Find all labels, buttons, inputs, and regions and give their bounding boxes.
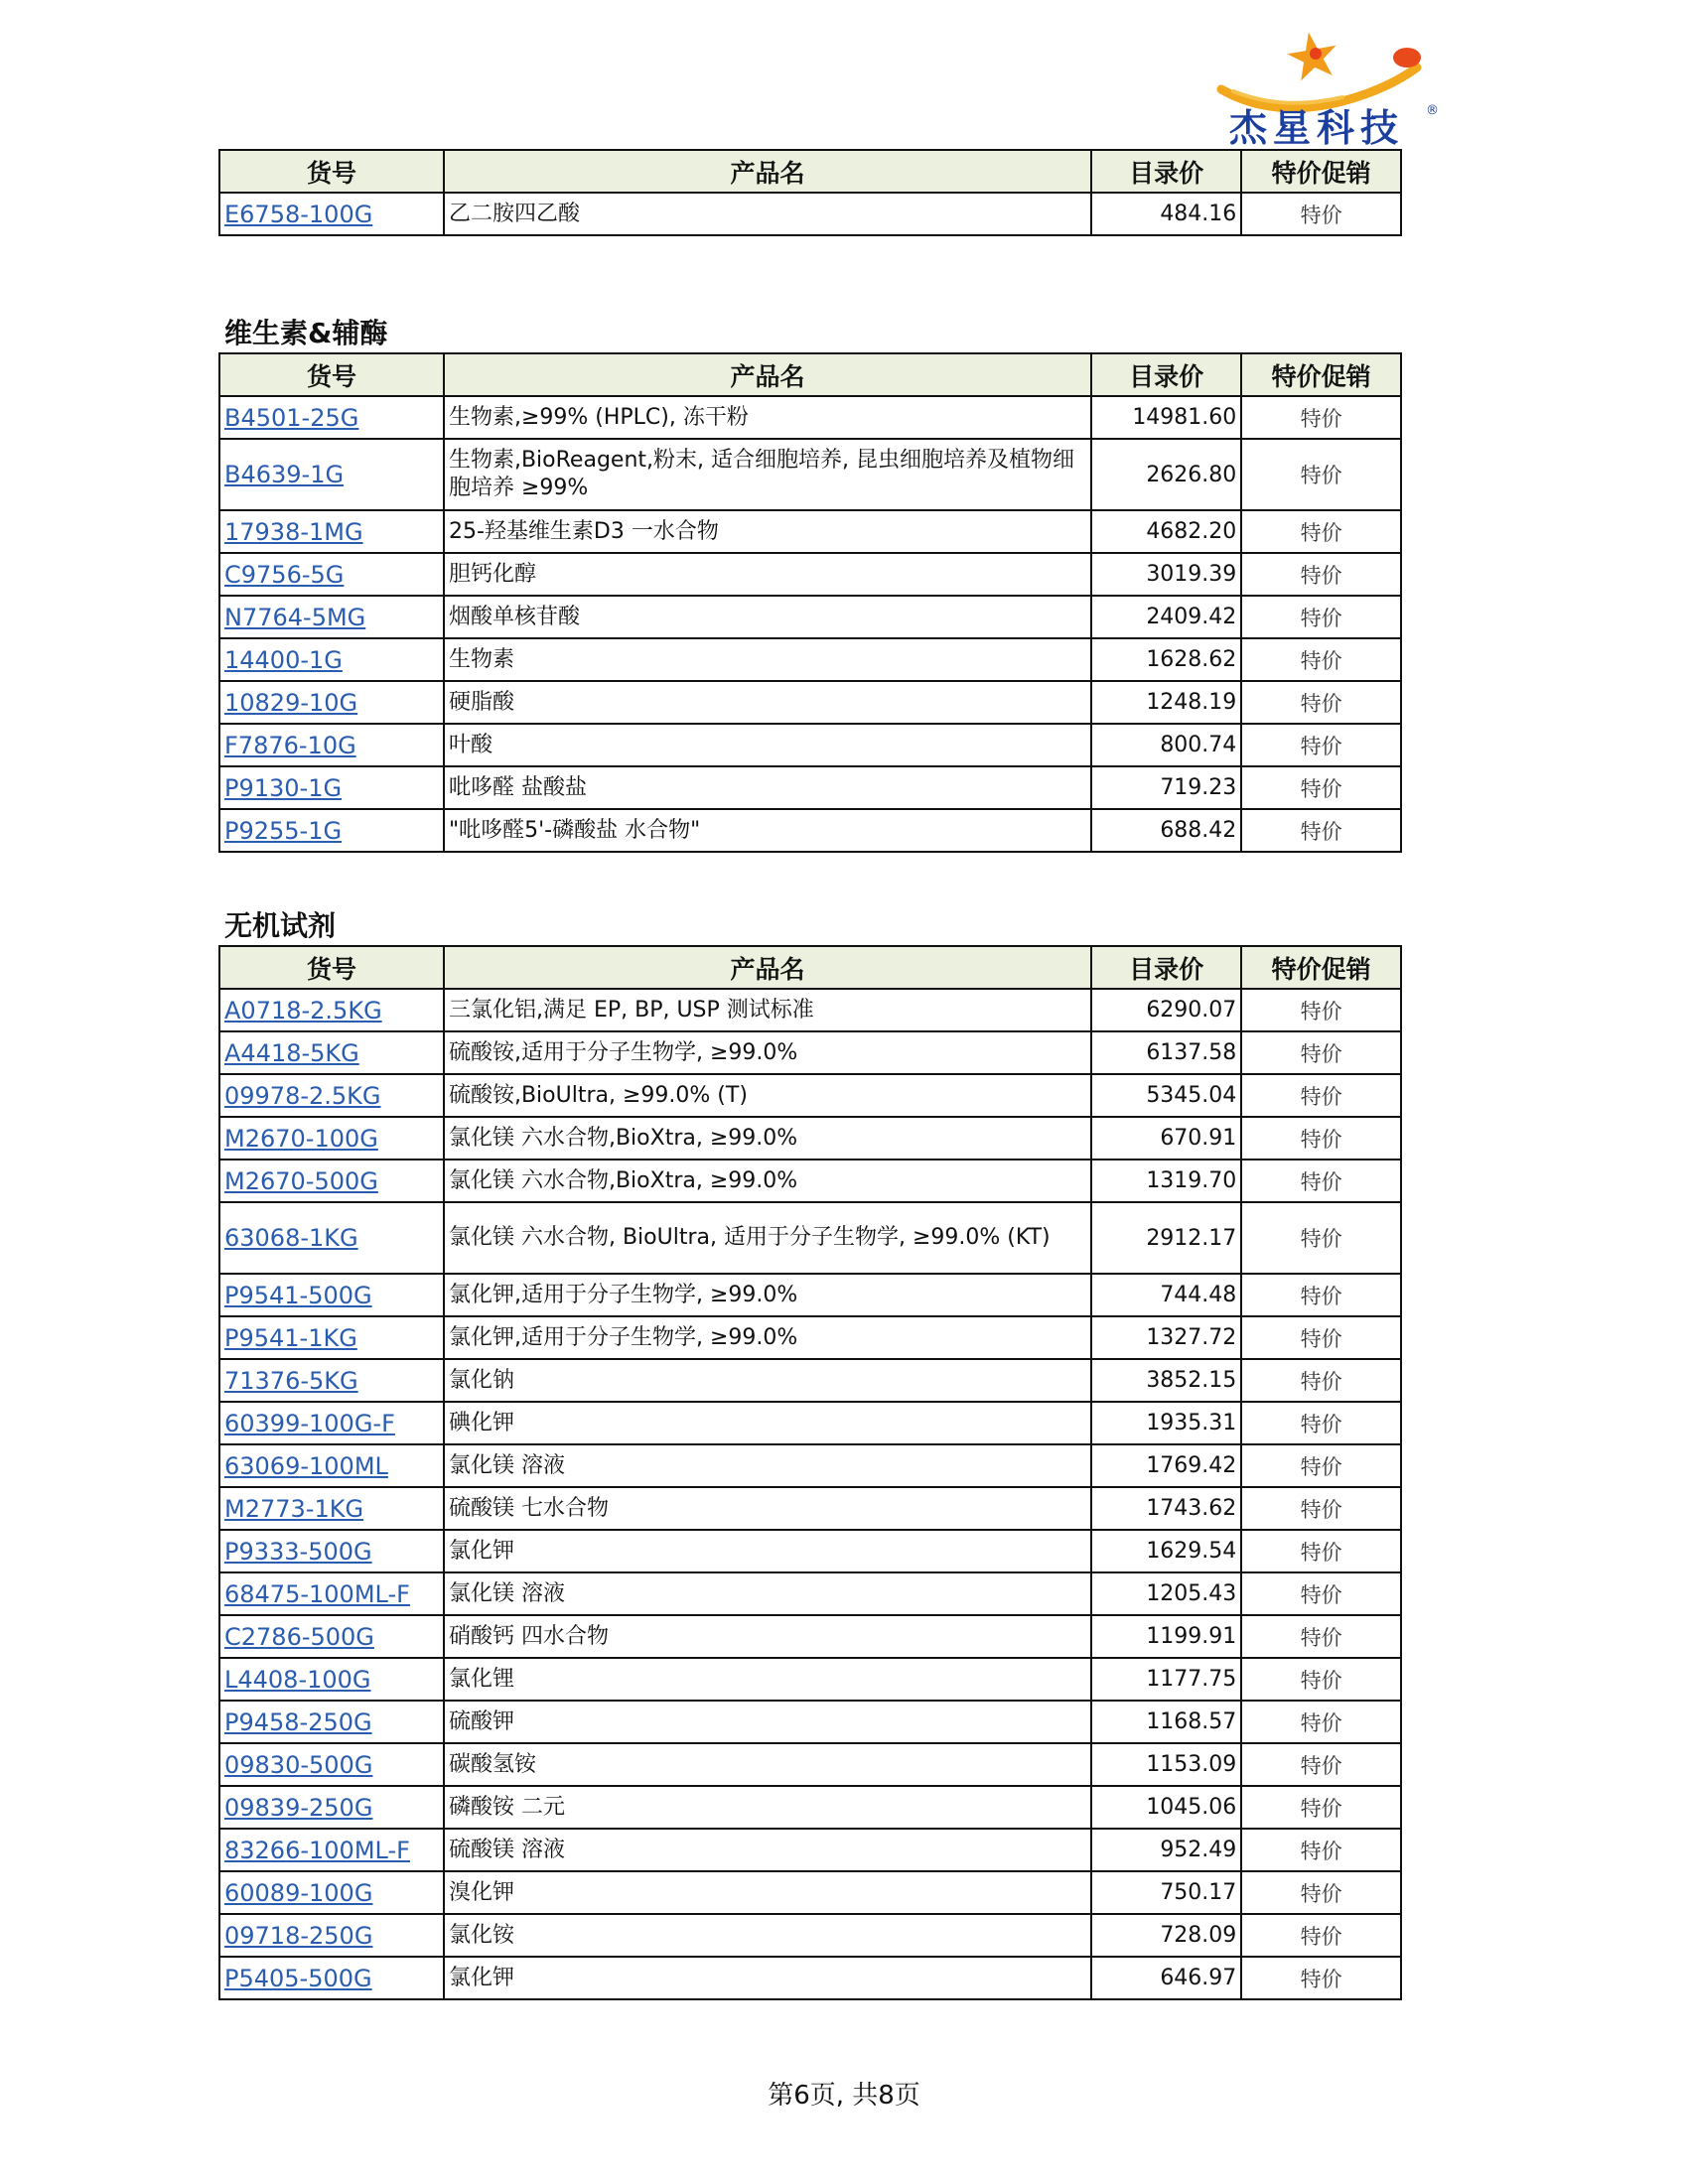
section-title-vitamins: 维生素&辅酶 — [224, 317, 388, 349]
promo-label: 特价 — [1241, 1487, 1401, 1530]
product-code-link[interactable]: 09830-500G — [224, 1750, 373, 1779]
catalog-price: 1045.06 — [1091, 1786, 1241, 1829]
promo-label: 特价 — [1241, 724, 1401, 766]
table-row — [219, 1117, 1401, 1160]
product-code-link[interactable]: 63069-100ML — [224, 1451, 388, 1480]
promo-label: 特价 — [1241, 766, 1401, 809]
table-row — [219, 510, 1401, 553]
product-name: 氯化锂 — [444, 1658, 1091, 1701]
catalog-price: 1935.31 — [1091, 1402, 1241, 1444]
product-code-cell — [219, 1117, 444, 1160]
catalog-price: 3852.15 — [1091, 1359, 1241, 1402]
product-name: 氯化钾,适用于分子生物学, ≥99.0% — [444, 1274, 1091, 1316]
product-name: 磷酸铵 二元 — [444, 1786, 1091, 1829]
catalog-price: 1319.70 — [1091, 1160, 1241, 1202]
product-code-link[interactable]: B4639-1G — [224, 461, 345, 488]
catalog-price: 1629.54 — [1091, 1530, 1241, 1572]
promo-label: 特价 — [1241, 1160, 1401, 1202]
product-code-cell — [219, 510, 444, 553]
product-code-link[interactable]: P9255-1G — [224, 816, 343, 845]
product-code-cell — [219, 1031, 444, 1074]
product-name: 氯化镁 六水合物, BioUltra, 适用于分子生物学, ≥99.0% (KT) — [444, 1202, 1091, 1274]
promo-label: 特价 — [1241, 809, 1401, 852]
product-name: 叶酸 — [444, 724, 1091, 766]
product-code-link[interactable]: L4408-100G — [224, 1665, 371, 1694]
catalog-price: 646.97 — [1091, 1957, 1241, 1999]
col-header-promo: 特价促销 — [1241, 353, 1401, 396]
brand-name: 杰星科技 — [1229, 106, 1405, 150]
product-name: 氯化钠 — [444, 1359, 1091, 1402]
product-name: 氯化镁 六水合物,BioXtra, ≥99.0% — [444, 1117, 1091, 1160]
col-header-price: 目录价 — [1091, 150, 1241, 193]
table-row — [219, 724, 1401, 766]
table-row — [219, 1572, 1401, 1615]
product-code-cell — [219, 1359, 444, 1402]
promo-label: 特价 — [1241, 681, 1401, 724]
promo-label: 特价 — [1241, 1957, 1401, 1999]
table-header-row — [219, 353, 1401, 396]
col-header-name: 产品名 — [444, 353, 1091, 396]
promo-label: 特价 — [1241, 1530, 1401, 1572]
product-code-cell — [219, 1202, 444, 1274]
product-code-link[interactable]: 09839-250G — [224, 1793, 373, 1822]
product-code-cell — [219, 989, 444, 1031]
product-name: 生物素 — [444, 638, 1091, 681]
product-name: 氯化钾,适用于分子生物学, ≥99.0% — [444, 1316, 1091, 1359]
product-name: 氯化镁 溶液 — [444, 1572, 1091, 1615]
promo-label: 特价 — [1241, 1274, 1401, 1316]
table-row — [219, 1359, 1401, 1402]
product-name: 胆钙化醇 — [444, 553, 1091, 596]
col-header-promo: 特价促销 — [1241, 150, 1401, 193]
catalog-price: 1177.75 — [1091, 1658, 1241, 1701]
product-name: 硫酸铵,BioUltra, ≥99.0% (T) — [444, 1074, 1091, 1117]
product-code-cell — [219, 1871, 444, 1914]
promo-label: 特价 — [1241, 1914, 1401, 1957]
catalog-price: 484.16 — [1091, 193, 1241, 235]
product-code-link[interactable]: P9541-500G — [224, 1281, 372, 1309]
product-code-cell — [219, 681, 444, 724]
catalog-price: 750.17 — [1091, 1871, 1241, 1914]
table-row — [219, 1957, 1401, 1999]
product-code-cell — [219, 553, 444, 596]
table-row — [219, 1402, 1401, 1444]
product-name: 烟酸单核苷酸 — [444, 596, 1091, 638]
product-code-cell — [219, 596, 444, 638]
product-code-link[interactable]: 09978-2.5KG — [224, 1081, 381, 1110]
product-code-link[interactable]: C2786-500G — [224, 1622, 374, 1651]
table-row — [219, 439, 1401, 510]
promo-label: 特价 — [1241, 553, 1401, 596]
product-code-link[interactable]: F7876-10G — [224, 731, 356, 759]
product-code-link[interactable]: P9458-250G — [224, 1707, 372, 1736]
product-code-cell — [219, 1743, 444, 1786]
product-code-link[interactable]: P9541-1KG — [224, 1323, 357, 1352]
product-code-link[interactable]: E6758-100G — [224, 200, 373, 228]
product-code-link[interactable]: N7764-5MG — [224, 603, 366, 631]
product-code-cell — [219, 724, 444, 766]
product-code-link[interactable]: M2670-100G — [224, 1124, 378, 1153]
promo-label: 特价 — [1241, 1202, 1401, 1274]
promo-label: 特价 — [1241, 1444, 1401, 1487]
catalog-price: 3019.39 — [1091, 553, 1241, 596]
table-row — [219, 1274, 1401, 1316]
product-name: 硫酸镁 溶液 — [444, 1829, 1091, 1871]
promo-label: 特价 — [1241, 596, 1401, 638]
promo-label: 特价 — [1241, 1658, 1401, 1701]
product-code-cell — [219, 1786, 444, 1829]
product-name: 乙二胺四乙酸 — [444, 193, 1091, 235]
product-code-cell — [219, 1530, 444, 1572]
product-code-cell — [219, 1572, 444, 1615]
catalog-price: 2626.80 — [1091, 439, 1241, 510]
product-code-link[interactable]: 10829-10G — [224, 688, 358, 717]
product-code-link[interactable]: C9756-5G — [224, 560, 345, 589]
section-title-inorganic: 无机试剂 — [224, 909, 337, 942]
product-code-link[interactable]: P9130-1G — [224, 773, 343, 802]
catalog-price: 728.09 — [1091, 1914, 1241, 1957]
product-name: 碘化钾 — [444, 1402, 1091, 1444]
table-row — [219, 1658, 1401, 1701]
product-code-link[interactable]: B4501-25G — [224, 403, 359, 432]
table-row — [219, 1786, 1401, 1829]
catalog-price: 5345.04 — [1091, 1074, 1241, 1117]
table-row — [219, 1701, 1401, 1743]
table-row — [219, 766, 1401, 809]
product-name: 硫酸钾 — [444, 1701, 1091, 1743]
product-name: 三氯化铝,满足 EP, BP, USP 测试标准 — [444, 989, 1091, 1031]
product-name: 溴化钾 — [444, 1871, 1091, 1914]
product-code-link[interactable]: 60089-100G — [224, 1878, 373, 1907]
catalog-price: 6290.07 — [1091, 989, 1241, 1031]
catalog-price: 1153.09 — [1091, 1743, 1241, 1786]
product-code-cell — [219, 396, 444, 439]
promo-label: 特价 — [1241, 1701, 1401, 1743]
catalog-price: 6137.58 — [1091, 1031, 1241, 1074]
table-row — [219, 396, 1401, 439]
product-code-link[interactable]: M2670-500G — [224, 1166, 378, 1195]
promo-label: 特价 — [1241, 1402, 1401, 1444]
catalog-price: 1743.62 — [1091, 1487, 1241, 1530]
product-code-link[interactable]: P9333-500G — [224, 1537, 372, 1566]
promo-label: 特价 — [1241, 1572, 1401, 1615]
catalog-price: 1327.72 — [1091, 1316, 1241, 1359]
product-name: 氯化铵 — [444, 1914, 1091, 1957]
catalog-price: 2409.42 — [1091, 596, 1241, 638]
table-row — [219, 809, 1401, 852]
product-code-cell — [219, 1402, 444, 1444]
table-row — [219, 1615, 1401, 1658]
product-code-link[interactable]: M2773-1KG — [224, 1494, 364, 1523]
promo-label: 特价 — [1241, 1743, 1401, 1786]
product-name: 吡哆醛 盐酸盐 — [444, 766, 1091, 809]
col-header-code: 货号 — [219, 353, 444, 396]
table-row — [219, 1316, 1401, 1359]
promo-label: 特价 — [1241, 1615, 1401, 1658]
catalog-price: 1205.43 — [1091, 1572, 1241, 1615]
table-row — [219, 1487, 1401, 1530]
product-code-cell — [219, 1615, 444, 1658]
catalog-price: 2912.17 — [1091, 1202, 1241, 1274]
product-code-cell — [219, 1074, 444, 1117]
product-code-link[interactable]: P5405-500G — [224, 1964, 372, 1992]
product-code-cell — [219, 193, 444, 235]
product-name: 硬脂酸 — [444, 681, 1091, 724]
promo-label: 特价 — [1241, 396, 1401, 439]
table-row — [219, 989, 1401, 1031]
product-table-inorganic — [218, 945, 1402, 2000]
catalog-price: 744.48 — [1091, 1274, 1241, 1316]
catalog-price: 952.49 — [1091, 1829, 1241, 1871]
promo-label: 特价 — [1241, 1074, 1401, 1117]
product-code-cell — [219, 766, 444, 809]
col-header-promo: 特价促销 — [1241, 946, 1401, 989]
product-code-cell — [219, 1701, 444, 1743]
product-code-cell — [219, 638, 444, 681]
promo-label: 特价 — [1241, 638, 1401, 681]
product-name: 硫酸镁 七水合物 — [444, 1487, 1091, 1530]
table-row — [219, 596, 1401, 638]
product-code-cell — [219, 439, 444, 510]
product-table-edta — [218, 149, 1402, 236]
promo-label: 特价 — [1241, 1786, 1401, 1829]
promo-label: 特价 — [1241, 510, 1401, 553]
product-code-cell — [219, 1160, 444, 1202]
product-code-cell — [219, 1829, 444, 1871]
product-code-link[interactable]: A4418-5KG — [224, 1038, 359, 1067]
catalog-price: 670.91 — [1091, 1117, 1241, 1160]
table-row — [219, 638, 1401, 681]
promo-label: 特价 — [1241, 193, 1401, 235]
table-header-row — [219, 946, 1401, 989]
table-row — [219, 1871, 1401, 1914]
product-name: 25-羟基维生素D3 一水合物 — [444, 510, 1091, 553]
col-header-code: 货号 — [219, 150, 444, 193]
product-code-link[interactable]: 14400-1G — [224, 645, 343, 674]
product-code-cell — [219, 1274, 444, 1316]
product-name: 生物素,≥99% (HPLC), 冻干粉 — [444, 396, 1091, 439]
product-code-cell — [219, 1957, 444, 1999]
table-row — [219, 1743, 1401, 1786]
product-code-link[interactable]: A0718-2.5KG — [224, 996, 382, 1024]
product-name: 氯化镁 六水合物,BioXtra, ≥99.0% — [444, 1160, 1091, 1202]
product-code-cell — [219, 1914, 444, 1957]
product-name: 氯化镁 溶液 — [444, 1444, 1091, 1487]
col-header-name: 产品名 — [444, 946, 1091, 989]
table-row — [219, 1074, 1401, 1117]
brand-reg-mark: ® — [1426, 103, 1439, 118]
product-name: 氯化钾 — [444, 1957, 1091, 1999]
col-header-price: 目录价 — [1091, 946, 1241, 989]
product-code-link[interactable]: 17938-1MG — [224, 517, 363, 546]
table-row — [219, 193, 1401, 235]
product-code-cell — [219, 809, 444, 852]
catalog-price: 688.42 — [1091, 809, 1241, 852]
product-name: 生物素,BioReagent,粉末, 适合细胞培养, 昆虫细胞培养及植物细胞培养 ≥99% — [444, 439, 1091, 510]
col-header-name: 产品名 — [444, 150, 1091, 193]
table-header-row — [219, 150, 1401, 193]
table-row — [219, 1160, 1401, 1202]
catalog-price: 4682.20 — [1091, 510, 1241, 553]
catalog-price: 719.23 — [1091, 766, 1241, 809]
product-table-vitamins — [218, 352, 1402, 853]
product-name: 氯化钾 — [444, 1530, 1091, 1572]
promo-label: 特价 — [1241, 439, 1401, 510]
catalog-price: 14981.60 — [1091, 396, 1241, 439]
catalog-price: 800.74 — [1091, 724, 1241, 766]
table-row — [219, 1202, 1401, 1274]
promo-label: 特价 — [1241, 1871, 1401, 1914]
catalog-price: 1248.19 — [1091, 681, 1241, 724]
table-row — [219, 553, 1401, 596]
table-row — [219, 1914, 1401, 1957]
product-code-link[interactable]: 63068-1KG — [224, 1224, 358, 1252]
product-code-link[interactable]: 68475-100ML-F — [224, 1579, 410, 1608]
product-code-link[interactable]: 83266-100ML-F — [224, 1836, 410, 1864]
col-header-price: 目录价 — [1091, 353, 1241, 396]
product-code-link[interactable]: 09718-250G — [224, 1921, 373, 1950]
product-name: 硫酸铵,适用于分子生物学, ≥99.0% — [444, 1031, 1091, 1074]
product-name: "吡哆醛5'-磷酸盐 水合物" — [444, 809, 1091, 852]
product-code-cell — [219, 1316, 444, 1359]
table-row — [219, 1444, 1401, 1487]
table-row — [219, 681, 1401, 724]
product-name: 硝酸钙 四水合物 — [444, 1615, 1091, 1658]
table-row — [219, 1031, 1401, 1074]
product-code-cell — [219, 1444, 444, 1487]
table-row — [219, 1530, 1401, 1572]
promo-label: 特价 — [1241, 1316, 1401, 1359]
product-code-link[interactable]: 60399-100G-F — [224, 1409, 395, 1437]
promo-label: 特价 — [1241, 1829, 1401, 1871]
catalog-price: 1769.42 — [1091, 1444, 1241, 1487]
catalog-price: 1628.62 — [1091, 638, 1241, 681]
page-number: 第6页, 共8页 — [768, 2081, 920, 2111]
promo-label: 特价 — [1241, 1031, 1401, 1074]
product-code-link[interactable]: 71376-5KG — [224, 1366, 358, 1395]
col-header-code: 货号 — [219, 946, 444, 989]
product-name: 碳酸氢铵 — [444, 1743, 1091, 1786]
promo-label: 特价 — [1241, 1359, 1401, 1402]
product-code-cell — [219, 1487, 444, 1530]
catalog-price: 1168.57 — [1091, 1701, 1241, 1743]
table-row — [219, 1829, 1401, 1871]
promo-label: 特价 — [1241, 989, 1401, 1031]
promo-label: 特价 — [1241, 1117, 1401, 1160]
catalog-price: 1199.91 — [1091, 1615, 1241, 1658]
product-code-cell — [219, 1658, 444, 1701]
